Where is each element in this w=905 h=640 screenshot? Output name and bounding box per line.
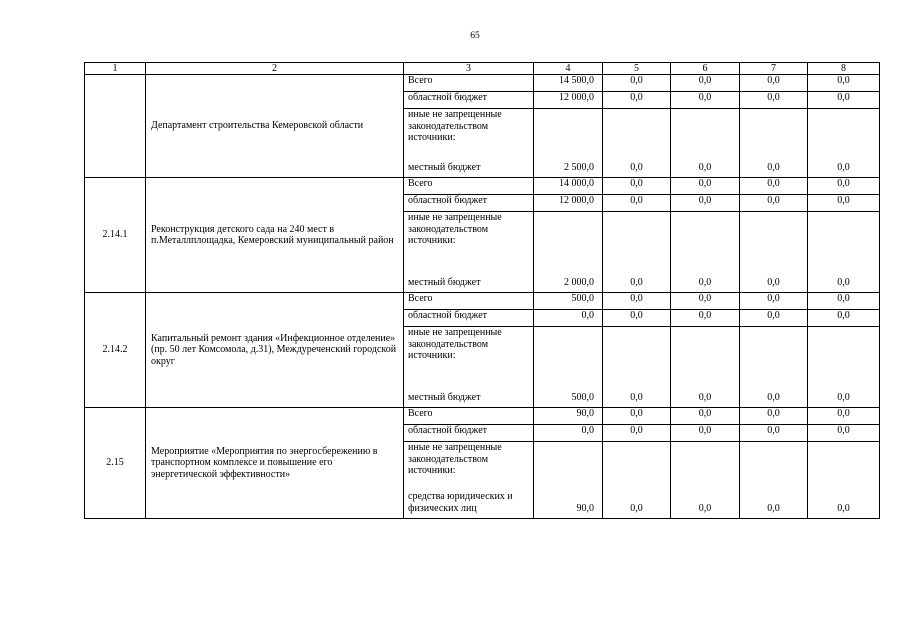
item-name: Капитальный ремонт здания «Инфекционное отделение» (пр. 50 лет Комсомола, д.31), Междуреченский городской округ xyxy=(146,293,404,408)
amount-cell xyxy=(603,212,671,269)
column-header: 6 xyxy=(671,63,740,75)
amount-cell: 0,0 xyxy=(808,408,880,425)
amount-cell xyxy=(671,442,740,489)
amount-cell: 0,0 xyxy=(740,75,808,92)
item-code: 2.14.2 xyxy=(85,293,146,408)
amount-cell: 2 500,0 xyxy=(534,149,603,178)
amount-cell xyxy=(808,442,880,489)
amount-cell xyxy=(534,442,603,489)
column-header: 1 xyxy=(85,63,146,75)
amount-cell: 0,0 xyxy=(603,149,671,178)
amount-cell: 0,0 xyxy=(603,195,671,212)
amount-cell: 0,0 xyxy=(808,149,880,178)
amount-cell: 0,0 xyxy=(808,92,880,109)
amount-cell: 0,0 xyxy=(808,195,880,212)
amount-cell: 0,0 xyxy=(603,425,671,442)
table-row xyxy=(85,178,880,195)
amount-cell: 0,0 xyxy=(534,310,603,327)
amount-cell: 0,0 xyxy=(534,425,603,442)
amount-cell xyxy=(671,327,740,384)
column-header: 3 xyxy=(404,63,534,75)
item-name: Мероприятие «Мероприятия по энергосбережению в транспортном комплексе и повышение его энергетической эффективности» xyxy=(146,408,404,519)
amount-cell: 0,0 xyxy=(740,268,808,293)
item-code: 2.15 xyxy=(85,408,146,519)
amount-cell: 14 000,0 xyxy=(534,178,603,195)
amount-cell xyxy=(808,109,880,150)
funding-source: местный бюджет xyxy=(404,149,534,178)
amount-cell: 90,0 xyxy=(534,408,603,425)
amount-cell: 0,0 xyxy=(671,293,740,310)
column-header: 5 xyxy=(603,63,671,75)
amount-cell xyxy=(671,212,740,269)
amount-cell: 0,0 xyxy=(603,75,671,92)
amount-cell: 0,0 xyxy=(808,425,880,442)
amount-cell: 500,0 xyxy=(534,383,603,408)
amount-cell: 0,0 xyxy=(740,408,808,425)
amount-cell xyxy=(740,327,808,384)
amount-cell: 0,0 xyxy=(740,149,808,178)
amount-cell: 0,0 xyxy=(603,293,671,310)
amount-cell xyxy=(740,109,808,150)
page-number: 65 xyxy=(470,31,480,41)
table-row xyxy=(85,75,880,92)
amount-cell: 0,0 xyxy=(740,195,808,212)
amount-cell: 12 000,0 xyxy=(534,195,603,212)
amount-cell xyxy=(534,109,603,150)
funding-source: областной бюджет xyxy=(404,92,534,109)
table-row xyxy=(85,408,880,425)
amount-cell: 14 500,0 xyxy=(534,75,603,92)
amount-cell: 0,0 xyxy=(740,92,808,109)
funding-source: областной бюджет xyxy=(404,425,534,442)
amount-cell: 0,0 xyxy=(808,383,880,408)
amount-cell: 0,0 xyxy=(671,195,740,212)
table-row xyxy=(85,293,880,310)
amount-cell: 0,0 xyxy=(603,408,671,425)
amount-cell xyxy=(671,109,740,150)
amount-cell xyxy=(740,212,808,269)
amount-cell: 0,0 xyxy=(671,408,740,425)
amount-cell xyxy=(534,212,603,269)
table-body xyxy=(85,75,880,519)
funding-source: иные не запрещенные законодательством источники: xyxy=(404,109,534,150)
funding-source: местный бюджет xyxy=(404,383,534,408)
column-header: 4 xyxy=(534,63,603,75)
item-name: Департамент строительства Кемеровской области xyxy=(146,75,404,178)
amount-cell: 90,0 xyxy=(534,488,603,519)
amount-cell: 0,0 xyxy=(603,178,671,195)
item-code xyxy=(85,75,146,178)
column-header: 8 xyxy=(808,63,880,75)
funding-source: областной бюджет xyxy=(404,195,534,212)
amount-cell: 0,0 xyxy=(740,383,808,408)
funding-source: местный бюджет xyxy=(404,268,534,293)
amount-cell: 0,0 xyxy=(740,488,808,519)
funding-source: областной бюджет xyxy=(404,310,534,327)
funding-source: средства юридических и физических лиц xyxy=(404,488,534,519)
amount-cell xyxy=(534,327,603,384)
amount-cell: 12 000,0 xyxy=(534,92,603,109)
amount-cell xyxy=(808,212,880,269)
amount-cell: 0,0 xyxy=(603,92,671,109)
amount-cell xyxy=(808,327,880,384)
amount-cell xyxy=(603,327,671,384)
item-code: 2.14.1 xyxy=(85,178,146,293)
column-number-row xyxy=(85,63,880,75)
amount-cell: 0,0 xyxy=(740,425,808,442)
amount-cell: 0,0 xyxy=(740,178,808,195)
funding-source: иные не запрещенные законодательством источники: xyxy=(404,327,534,384)
amount-cell: 0,0 xyxy=(740,310,808,327)
amount-cell: 0,0 xyxy=(808,268,880,293)
column-header: 2 xyxy=(146,63,404,75)
amount-cell: 500,0 xyxy=(534,293,603,310)
column-header: 7 xyxy=(740,63,808,75)
amount-cell xyxy=(603,109,671,150)
funding-source: Всего xyxy=(404,293,534,310)
budget-table xyxy=(84,62,880,519)
amount-cell: 0,0 xyxy=(808,293,880,310)
amount-cell: 0,0 xyxy=(671,383,740,408)
amount-cell: 0,0 xyxy=(808,75,880,92)
amount-cell: 0,0 xyxy=(603,268,671,293)
funding-source: иные не запрещенные законодательством источники: xyxy=(404,212,534,269)
amount-cell: 0,0 xyxy=(671,92,740,109)
funding-source: иные не запрещенные законодательством источники: xyxy=(404,442,534,489)
amount-cell: 0,0 xyxy=(808,178,880,195)
funding-source: Всего xyxy=(404,178,534,195)
amount-cell: 0,0 xyxy=(671,268,740,293)
amount-cell: 0,0 xyxy=(671,75,740,92)
item-name: Реконструкция детского сада на 240 мест в п.Металлплощадка, Кемеровский муниципальный район xyxy=(146,178,404,293)
amount-cell: 0,0 xyxy=(671,149,740,178)
amount-cell: 0,0 xyxy=(603,383,671,408)
amount-cell xyxy=(740,442,808,489)
amount-cell: 0,0 xyxy=(808,488,880,519)
funding-source: Всего xyxy=(404,75,534,92)
amount-cell: 0,0 xyxy=(808,310,880,327)
amount-cell: 0,0 xyxy=(671,488,740,519)
amount-cell: 0,0 xyxy=(671,310,740,327)
funding-source: Всего xyxy=(404,408,534,425)
amount-cell: 2 000,0 xyxy=(534,268,603,293)
amount-cell: 0,0 xyxy=(603,488,671,519)
amount-cell: 0,0 xyxy=(740,293,808,310)
amount-cell: 0,0 xyxy=(671,178,740,195)
amount-cell xyxy=(603,442,671,489)
amount-cell: 0,0 xyxy=(671,425,740,442)
amount-cell: 0,0 xyxy=(603,310,671,327)
